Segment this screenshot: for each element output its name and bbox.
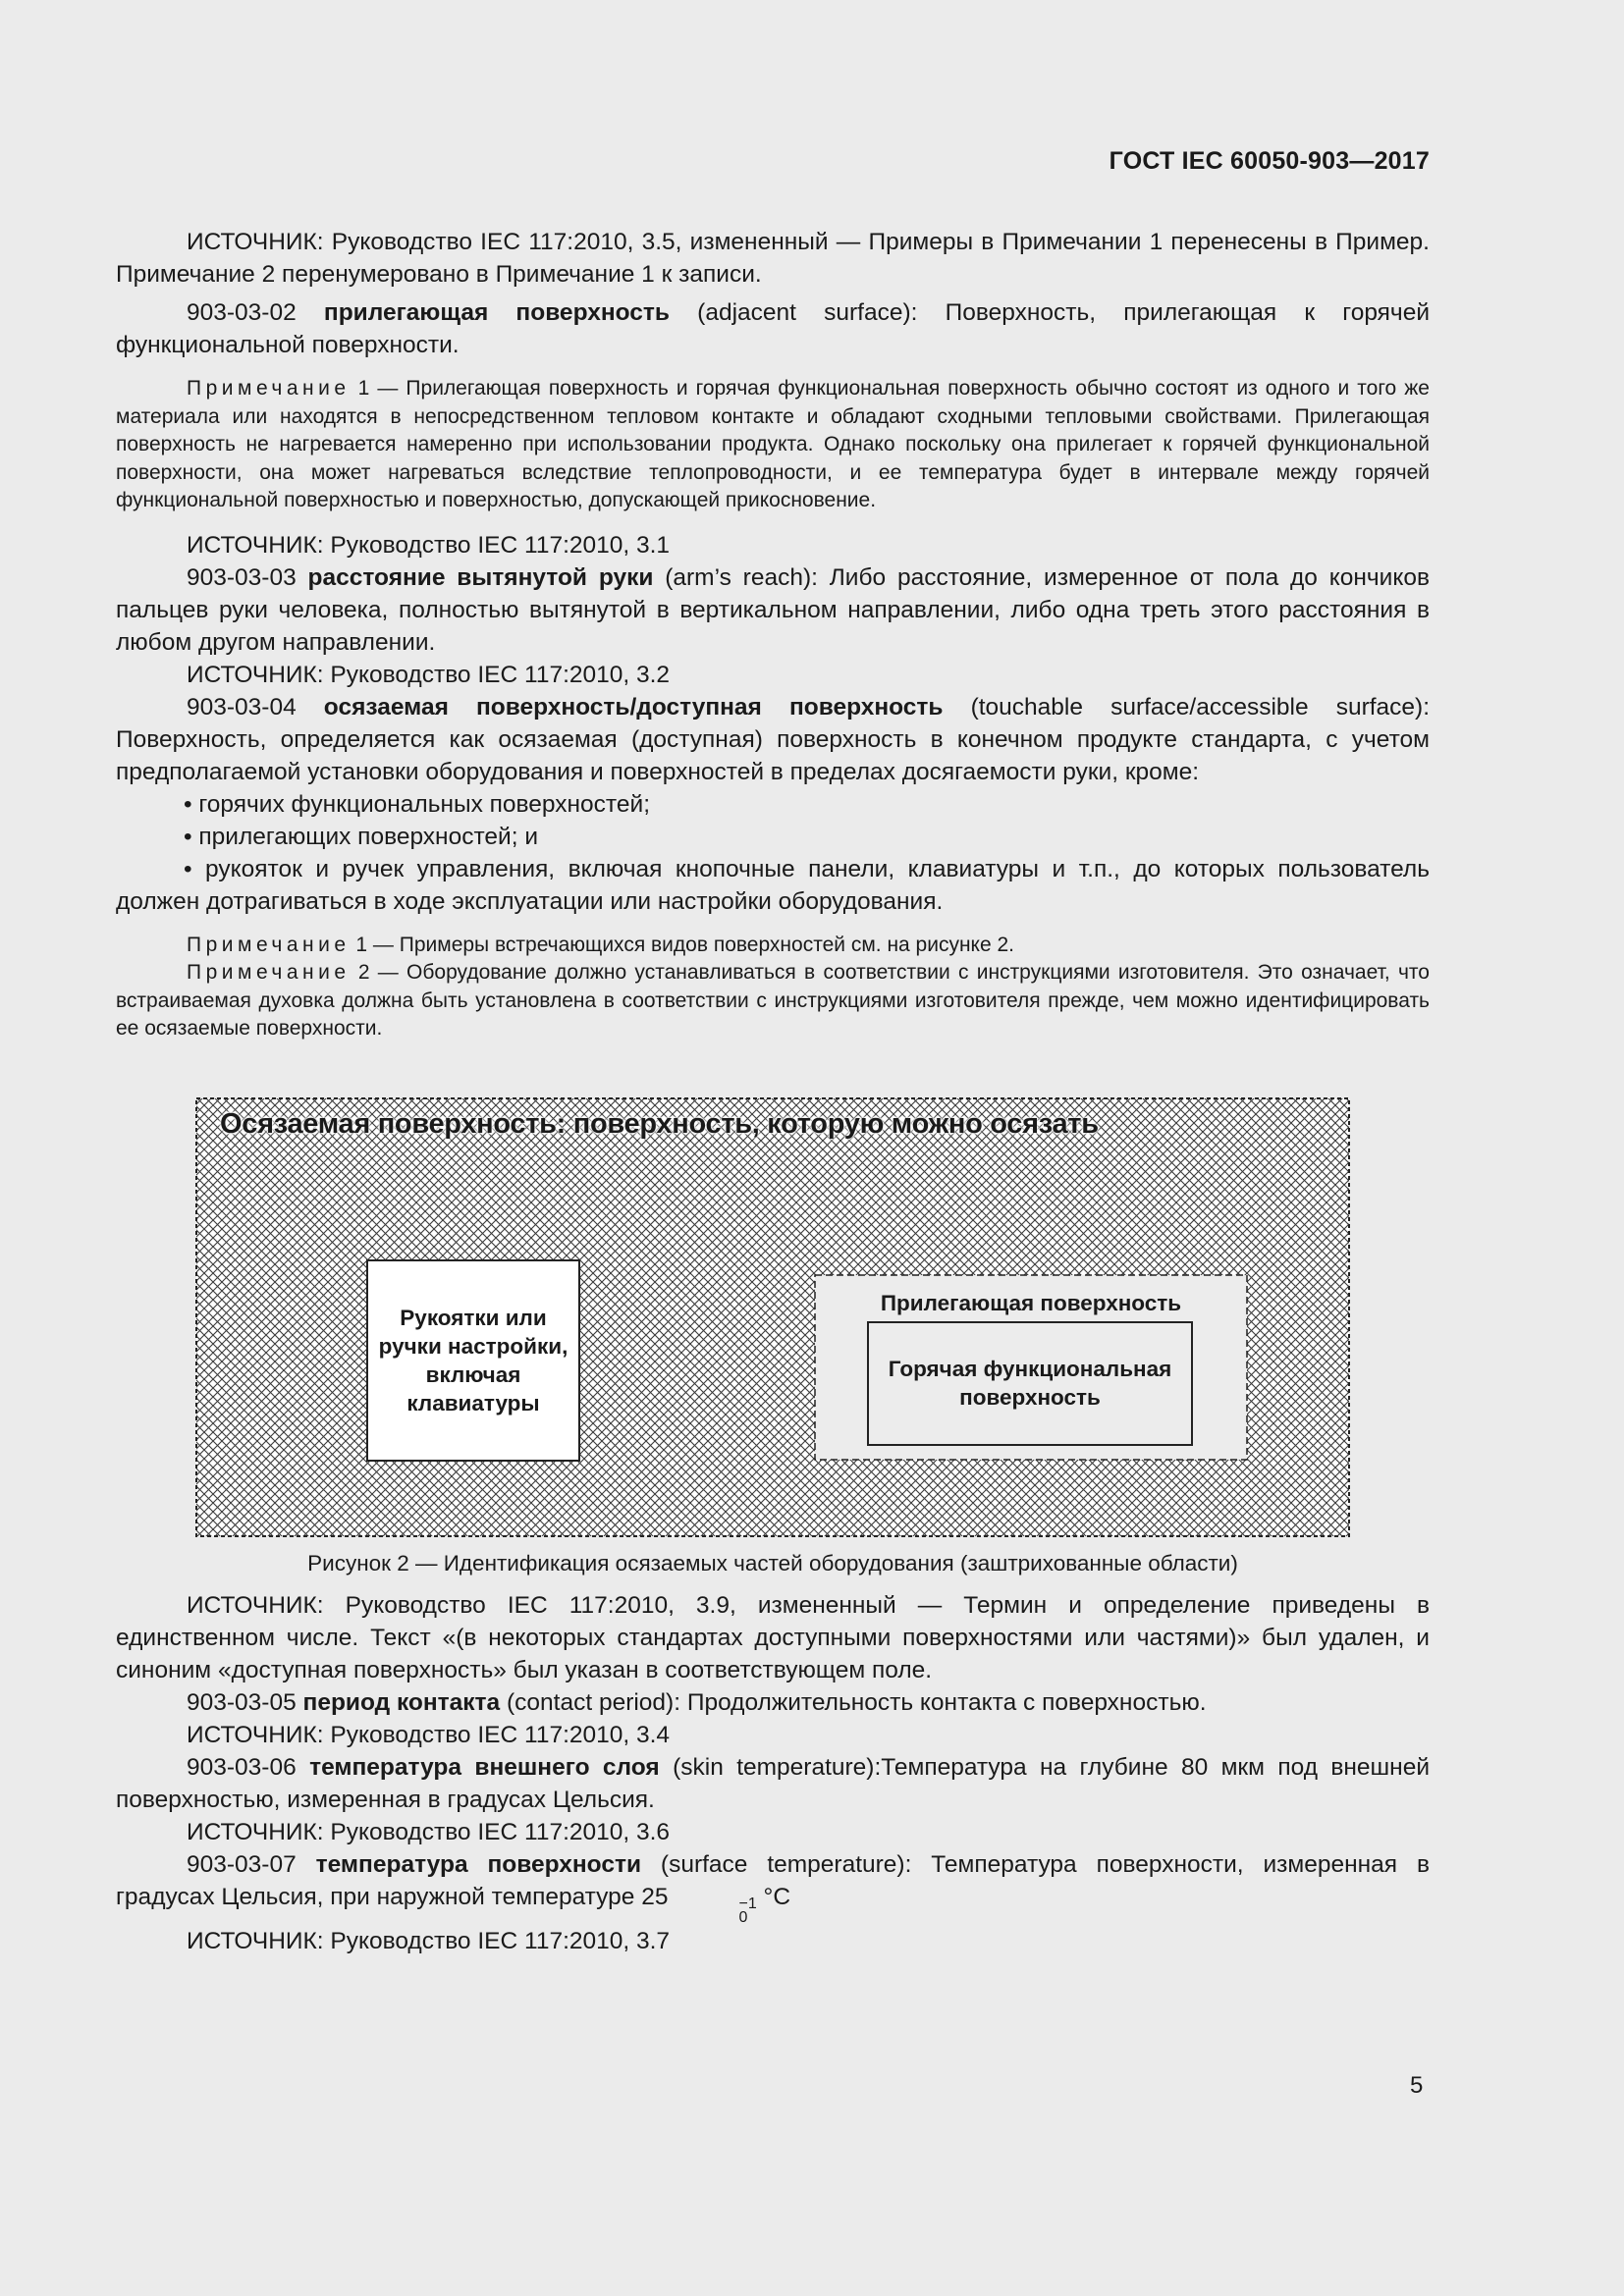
bullet-item: • рукояток и ручек управления, включая кнопочные панели, клавиатуры и т.п., до которых пользователь должен дотрагиваться в ходе эксплуатации или настройки оборудования. — [116, 855, 1430, 915]
note-label: Примечание — [187, 377, 351, 400]
source-line: ИСТОЧНИК: Руководство IEC 117:2010, 3.6 — [187, 1818, 671, 1845]
term-number: 903-03-05 — [187, 1688, 297, 1716]
temperature-unit: °C — [756, 1883, 791, 1910]
term-definition: (skin temperature):Температура на глубине 80 мкм под внешней поверхностью, измеренная в градусах Цельсия. — [116, 1753, 1431, 1813]
term-name: осязаемая поверхность/доступная поверхность — [323, 693, 944, 721]
document-id: ГОСТ IEC 60050-903—2017 — [1109, 147, 1430, 175]
term-definition: (surface temperature): Температура поверхности, измеренная в градусах Цельсия, при наружной температуре 25 — [116, 1850, 1430, 1910]
term-definition: (touchable surface/accessible surface): Поверхность, определяется как осязаемая (доступная) поверхность в конечном продукте стандарта, с учетом предполагаемой установки оборудования и поверхностей в пределах досягаемости руки, кроме: — [116, 693, 1430, 785]
term-entry-903-03-03 — [116, 561, 1430, 659]
note-903-03-02 — [116, 375, 1430, 515]
adjacent-surface-label: Прилегающая поверхность — [880, 1290, 1182, 1315]
note-text: 1 — Прилегающая поверхность и горячая функциональная поверхность обычно состоят из одного и того же материала или находятся в непосредственном тепловом контакте и обладают сходными тепловыми свойствами. Прилегающая поверхность не нагревается намеренно при использовании продукта. Однако поскольку она прилегает к горячей функциональной поверхности, она может нагреваться вследствие теплопроводности, и ее температура будет в интервале между горячей функциональной поверхностью и поверхностью, допускающей прикосновение. — [116, 377, 1430, 511]
temperature-tolerance — [668, 1897, 756, 1925]
term-name: расстояние вытянутой руки — [307, 563, 654, 591]
tolerance-lower: 0 — [738, 1908, 748, 1926]
source-line: ИСТОЧНИК: Руководство IEC 117:2010, 3.9, измененный — Термин и определение приведены в единственном числе. Текст «(в некоторых стандартах доступными поверхностями или частями)» был удален, и синоним «доступная поверхность» был указан в соответствующем поле. — [116, 1591, 1430, 1683]
term-number: 903-03-06 — [187, 1753, 297, 1781]
term-name: температура внешнего слоя — [309, 1753, 660, 1781]
figure-2 — [116, 1079, 1430, 1589]
handles-label: Рукоятки или ручки настройки, включая клавиатуры — [378, 1305, 568, 1415]
figure-title: Осязаемая поверхность: поверхность, которую можно осязать — [220, 1107, 1099, 1140]
term-entry-903-03-07 — [116, 1848, 1430, 1925]
page-number: 5 — [1410, 2072, 1424, 2099]
term-number: 903-03-07 — [187, 1850, 297, 1878]
term-definition: (arm’s reach): Либо расстояние, измеренное от пола до кончиков пальцев руки человека, полностью вытянутой в вертикальном направлении, либо одна треть этого расстояния в любом другом направлении. — [116, 563, 1430, 656]
figure-caption: Рисунок 2 — Идентификация осязаемых частей оборудования (заштрихованные области) — [307, 1550, 1238, 1575]
bullet-item: • горячих функциональных поверхностей; — [184, 790, 650, 818]
note-text: 2 — Оборудование должно устанавливаться в соответствии с инструкциями изготовителя. Это означает, что встраиваемая духовка должна быть установлена в соответствии с инструкциями изготовителя прежде, чем можно идентифицировать ее осязаемые поверхности. — [116, 961, 1430, 1040]
term-entry-903-03-05 — [116, 1686, 1430, 1719]
source-line: ИСТОЧНИК: Руководство IEC 117:2010, 3.5, измененный — Примеры в Примечании 1 перенесены в Пример. Примечание 2 перенумеровано в Примечание 1 к записи. — [116, 229, 1430, 288]
bullet-item: • прилегающих поверхностей; и — [184, 823, 539, 850]
note-1-903-03-04 — [116, 932, 1430, 960]
note-text: 1 — Примеры встречающихся видов поверхностей см. на рисунке 2. — [355, 933, 1015, 956]
source-line: ИСТОЧНИК: Руководство IEC 117:2010, 3.4 — [187, 1721, 671, 1748]
note-2-903-03-04 — [116, 959, 1430, 1043]
term-number: 903-03-02 — [187, 299, 297, 326]
term-entry-903-03-02 — [116, 296, 1430, 361]
tolerance-upper: −1 — [738, 1895, 757, 1912]
term-number: 903-03-04 — [187, 693, 297, 721]
source-line: ИСТОЧНИК: Руководство IEC 117:2010, 3.2 — [187, 661, 671, 688]
term-entry-903-03-06 — [116, 1751, 1430, 1816]
term-definition: (adjacent surface): Поверхность, прилегающая к горячей функциональной поверхности. — [116, 299, 1431, 358]
source-line: ИСТОЧНИК: Руководство IEC 117:2010, 3.1 — [187, 531, 671, 559]
term-name: прилегающая поверхность — [323, 299, 670, 326]
term-number: 903-03-03 — [187, 563, 297, 591]
note-label: Примечание — [187, 961, 351, 984]
term-name: температура поверхности — [315, 1850, 641, 1878]
term-name: период контакта — [302, 1688, 501, 1716]
note-label: Примечание — [187, 933, 351, 956]
term-entry-903-03-04 — [116, 691, 1430, 788]
source-line: ИСТОЧНИК: Руководство IEC 117:2010, 3.7 — [187, 1927, 671, 1954]
body-text — [116, 226, 1430, 1957]
term-definition: (contact period): Продолжительность контакта с поверхностью. — [507, 1688, 1207, 1716]
hot-surface-label: Горячая функциональная поверхность — [888, 1357, 1172, 1410]
